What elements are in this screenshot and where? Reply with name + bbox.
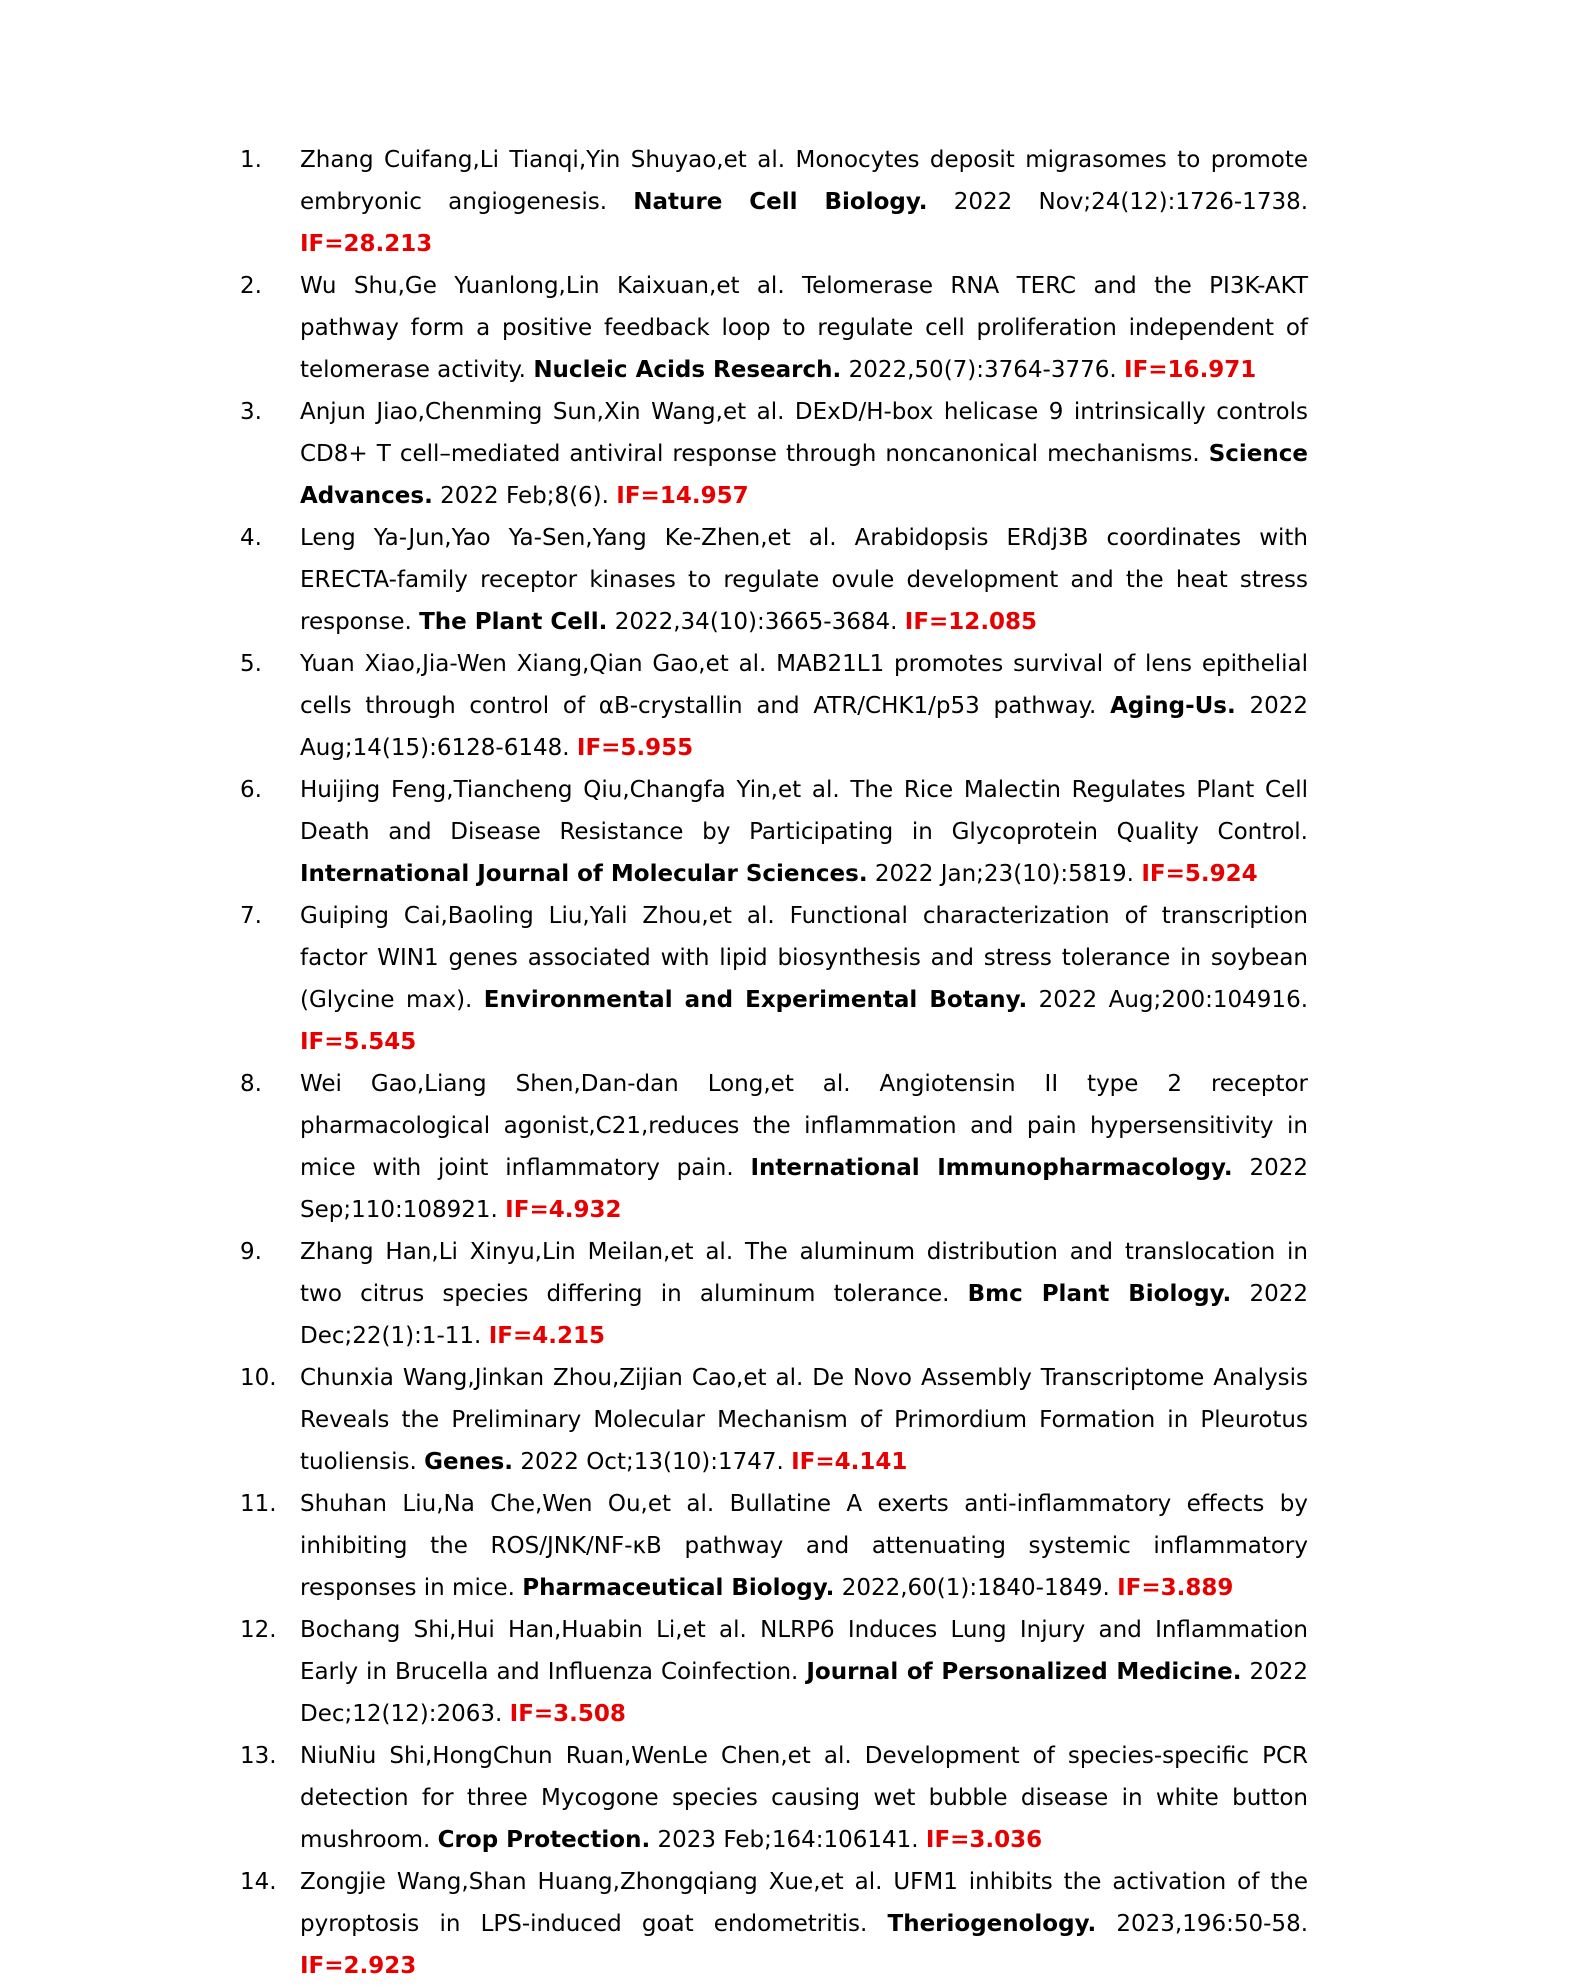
reference-text: Guiping Cai,Baoling Liu,Yali Zhou,et al. Functional characterization of transcription factor WIN1 genes associated with lipid biosynthesis and stress tolerance in soybean (Glycine max). xyxy=(300,903,1308,1013)
reference-text: Zhang Cuifang,Li Tianqi,Yin Shuyao,et al. Monocytes deposit migrasomes to promote embryonic angiogenesis. xyxy=(300,147,1308,215)
impact-factor: IF=3.889 xyxy=(1117,1575,1234,1601)
journal-name: Science Advances. xyxy=(300,441,1309,509)
reference-item xyxy=(240,139,1308,265)
reference-number: 13. xyxy=(240,1743,277,1769)
impact-factor: IF=3.508 xyxy=(509,1701,626,1727)
impact-factor: IF=5.955 xyxy=(576,735,694,761)
reference-text: Wei Gao,Liang Shen,Dan-dan Long,et al. Angiotensin II type 2 receptor pharmacological agonist,C21,reduces the inflammation and pain hypersensitivity in mice with joint inflammatory pain. xyxy=(300,1071,1308,1181)
impact-factor: IF=2.923 xyxy=(300,1953,417,1979)
journal-name: International Immunopharmacology. xyxy=(750,1155,1233,1181)
citation-info: 2023 Feb;164:106141. xyxy=(657,1827,919,1853)
citation-info: 2022 Sep;110:108921. xyxy=(300,1155,1308,1223)
reference-body xyxy=(300,1861,1308,1987)
reference-number: 12. xyxy=(240,1617,277,1643)
reference-body xyxy=(300,391,1308,517)
reference-item xyxy=(240,895,1308,1063)
reference-body xyxy=(300,1357,1308,1483)
reference-item xyxy=(240,517,1308,643)
reference-number: 3. xyxy=(240,399,262,425)
reference-body xyxy=(300,265,1308,391)
impact-factor: IF=4.141 xyxy=(791,1449,908,1475)
reference-text: Leng Ya-Jun,Yao Ya-Sen,Yang Ke-Zhen,et al. Arabidopsis ERdj3B coordinates with ERECTA-family receptor kinases to regulate ovule development and the heat stress response. xyxy=(300,525,1308,635)
reference-number: 5. xyxy=(240,651,262,677)
reference-body xyxy=(300,1483,1308,1609)
journal-name: International Journal of Molecular Sciences. xyxy=(300,861,868,887)
citation-info: 2022 Dec;22(1):1-11. xyxy=(300,1281,1308,1349)
journal-name: Crop Protection. xyxy=(437,1827,651,1853)
reference-body xyxy=(300,1231,1308,1357)
reference-text: Yuan Xiao,Jia-Wen Xiang,Qian Gao,et al. MAB21L1 promotes survival of lens epithelial cells through control of αB-crystallin and ATR/CHK1/p53 pathway. xyxy=(300,651,1308,719)
citation-info: 2022 Jan;23(10):5819. xyxy=(874,861,1134,887)
reference-number: 6. xyxy=(240,777,262,803)
citation-info: 2022 Feb;8(6). xyxy=(440,483,609,509)
reference-text: Zongjie Wang,Shan Huang,Zhongqiang Xue,et al. UFM1 inhibits the activation of the pyroptosis in LPS-induced goat endometritis. xyxy=(300,1869,1308,1937)
impact-factor: IF=12.085 xyxy=(904,609,1038,635)
reference-text: Shuhan Liu,Na Che,Wen Ou,et al. Bullatine A exerts anti-inflammatory effects by inhibiting the ROS/JNK/NF-κB pathway and attenuating systemic inflammatory responses in mice. xyxy=(300,1491,1308,1601)
impact-factor: IF=3.036 xyxy=(925,1827,1043,1853)
reference-list xyxy=(240,139,1308,1987)
reference-item xyxy=(240,643,1308,769)
reference-number: 2. xyxy=(240,273,262,299)
reference-item xyxy=(240,1063,1308,1231)
reference-number: 4. xyxy=(240,525,262,551)
journal-name: Aging-Us. xyxy=(1110,693,1236,719)
reference-number: 7. xyxy=(240,903,262,929)
reference-body xyxy=(300,769,1308,895)
reference-number: 14. xyxy=(240,1869,277,1895)
reference-item xyxy=(240,1231,1308,1357)
reference-text: NiuNiu Shi,HongChun Ruan,WenLe Chen,et al. Development of species-specific PCR detection for three Mycogone species causing wet bubble disease in white button mushroom. xyxy=(300,1743,1308,1853)
journal-name: Pharmaceutical Biology. xyxy=(522,1575,835,1601)
impact-factor: IF=5.545 xyxy=(300,1029,417,1055)
reference-item xyxy=(240,265,1308,391)
citation-info: 2022,60(1):1840-1849. xyxy=(841,1575,1110,1601)
journal-name: Nucleic Acids Research. xyxy=(533,357,842,383)
document-page xyxy=(240,139,1308,1987)
impact-factor: IF=4.215 xyxy=(488,1323,605,1349)
reference-text: Wu Shu,Ge Yuanlong,Lin Kaixuan,et al. Telomerase RNA TERC and the PI3K-AKT pathway form a positive feedback loop to regulate cell proliferation independent of telomerase activity. xyxy=(300,273,1308,383)
citation-info: 2022 Oct;13(10):1747. xyxy=(520,1449,784,1475)
reference-body xyxy=(300,1063,1308,1231)
impact-factor: IF=5.924 xyxy=(1141,861,1258,887)
reference-body xyxy=(300,139,1308,265)
reference-body xyxy=(300,1735,1308,1861)
impact-factor: IF=4.932 xyxy=(505,1197,622,1223)
reference-text: Zhang Han,Li Xinyu,Lin Meilan,et al. The aluminum distribution and translocation in two citrus species differing in aluminum tolerance. xyxy=(300,1239,1308,1307)
citation-info: 2022 Aug;200:104916. xyxy=(1038,987,1309,1013)
citation-info: 2022 Aug;14(15):6128-6148. xyxy=(300,693,1309,761)
reference-item xyxy=(240,1483,1308,1609)
citation-info: 2022 Dec;12(12):2063. xyxy=(300,1659,1309,1727)
journal-name: Bmc Plant Biology. xyxy=(967,1281,1232,1307)
reference-item xyxy=(240,1861,1308,1987)
reference-text: Chunxia Wang,Jinkan Zhou,Zijian Cao,et al. De Novo Assembly Transcriptome Analysis Reveals the Preliminary Molecular Mechanism of Primordium Formation in Pleurotus tuoliensis. xyxy=(300,1365,1308,1475)
journal-name: The Plant Cell. xyxy=(419,609,608,635)
impact-factor: IF=14.957 xyxy=(616,483,749,509)
citation-info: 2022 Nov;24(12):1726-1738. xyxy=(953,189,1309,215)
reference-body xyxy=(300,517,1308,643)
reference-item xyxy=(240,1357,1308,1483)
journal-name: Journal of Personalized Medicine. xyxy=(806,1659,1242,1685)
citation-info: 2022,50(7):3764-3776. xyxy=(848,357,1117,383)
journal-name: Nature Cell Biology. xyxy=(633,189,928,215)
reference-body xyxy=(300,895,1308,1063)
citation-info: 2023,196:50-58. xyxy=(1116,1911,1309,1937)
citation-info: 2022,34(10):3665-3684. xyxy=(614,609,898,635)
reference-number: 1. xyxy=(240,147,262,173)
reference-item xyxy=(240,1609,1308,1735)
reference-text: Anjun Jiao,Chenming Sun,Xin Wang,et al. DExD/H-box helicase 9 intrinsically controls CD8+ T cell–mediated antiviral response through noncanonical mechanisms. xyxy=(300,399,1308,467)
reference-item xyxy=(240,391,1308,517)
journal-name: Environmental and Experimental Botany. xyxy=(483,987,1028,1013)
reference-number: 10. xyxy=(240,1365,277,1391)
impact-factor: IF=28.213 xyxy=(300,231,433,257)
reference-body xyxy=(300,643,1308,769)
reference-text: Huijing Feng,Tiancheng Qiu,Changfa Yin,et al. The Rice Malectin Regulates Plant Cell Death and Disease Resistance by Participating in Glycoprotein Quality Control. xyxy=(300,777,1308,845)
reference-number: 9. xyxy=(240,1239,262,1265)
reference-body xyxy=(300,1609,1308,1735)
reference-number: 11. xyxy=(240,1491,277,1517)
journal-name: Theriogenology. xyxy=(887,1911,1097,1937)
journal-name: Genes. xyxy=(424,1449,514,1475)
impact-factor: IF=16.971 xyxy=(1124,357,1257,383)
reference-text: Bochang Shi,Hui Han,Huabin Li,et al. NLRP6 Induces Lung Injury and Inflammation Early in Brucella and Influenza Coinfection. xyxy=(300,1617,1308,1685)
reference-number: 8. xyxy=(240,1071,262,1097)
reference-item xyxy=(240,769,1308,895)
reference-item xyxy=(240,1735,1308,1861)
